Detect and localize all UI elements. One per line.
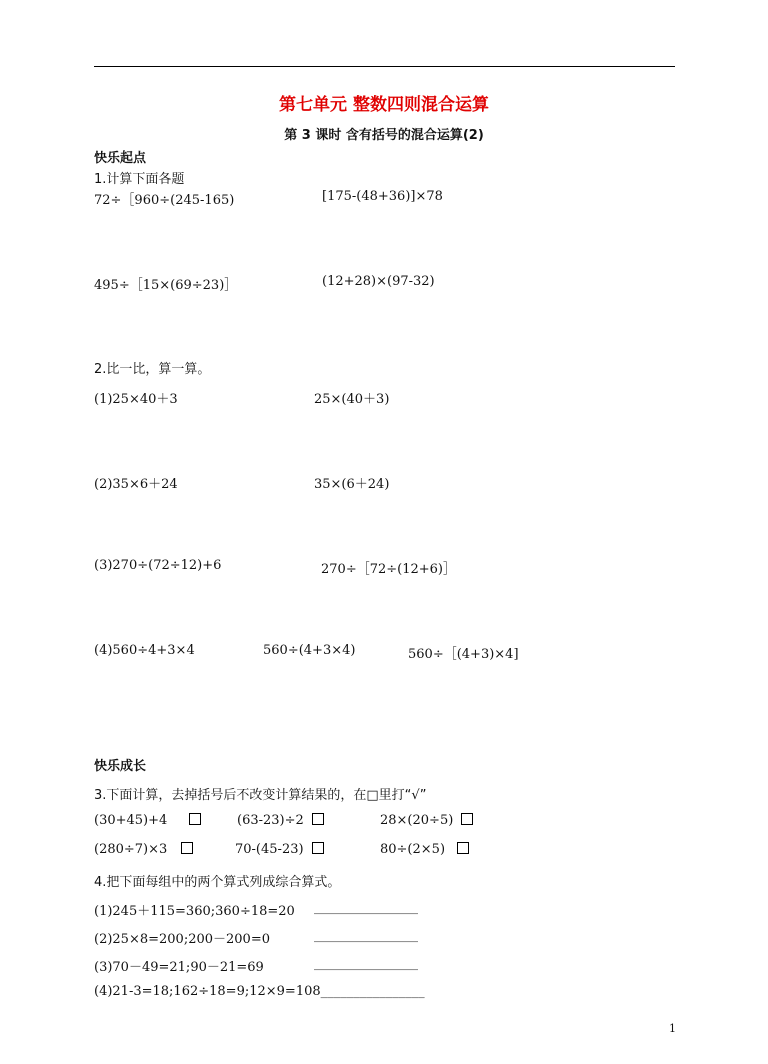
section-heading-growth: 快乐成长	[94, 759, 147, 774]
q3-item: (280÷7)×3	[94, 842, 193, 857]
answer-checkbox[interactable]	[461, 813, 473, 825]
header-rule	[94, 66, 675, 67]
lesson-subtitle: 第 3 课时 含有括号的混合运算(2)	[284, 128, 484, 143]
q2-expression: 25×(40＋3)	[314, 392, 390, 407]
q2-expression: (1)25×40＋3	[94, 392, 178, 407]
answer-blank[interactable]: ________________	[320, 984, 425, 999]
q2-expression: 560÷(4+3×4)	[263, 643, 356, 658]
page-number: 1	[669, 1022, 676, 1035]
q2-expression: (2)35×6＋24	[94, 477, 178, 492]
answer-checkbox[interactable]	[189, 813, 201, 825]
answer-blank[interactable]: ________________	[314, 900, 418, 915]
q2-expression: 35×(6＋24)	[314, 477, 390, 492]
section-heading-start: 快乐起点	[94, 151, 147, 166]
q2-expression: (4)560÷4+3×4	[94, 643, 195, 658]
q1-expression: 495÷［15×(69÷23)］	[94, 278, 238, 293]
question-1-label: 1.计算下面各题	[94, 172, 185, 187]
question-4-label: 4.把下面每组中的两个算式列成综合算式。	[94, 875, 341, 890]
q2-expression: 560÷［(4+3)×4]	[408, 647, 519, 662]
q4-item: (3)70－49=21;90－21=69	[94, 960, 264, 975]
answer-checkbox[interactable]	[312, 813, 324, 825]
q3-item: 70-(45-23)	[235, 842, 324, 857]
q4-item: (4)21-3=18;162÷18=9;12×9=108________________	[94, 984, 425, 999]
q3-item: 28×(20÷5)	[380, 813, 473, 828]
answer-blank[interactable]: ________________	[314, 928, 418, 943]
unit-title: 第七单元 整数四则混合运算	[279, 95, 489, 115]
q2-expression: (3)270÷(72÷12)+6	[94, 558, 222, 573]
q3-item: (30+45)+4	[94, 813, 201, 828]
q2-expression: 270÷［72÷(12+6)］	[321, 562, 456, 577]
q3-item: (63-23)÷2	[237, 813, 324, 828]
question-3-label: 3.下面计算，去掉括号后不改变计算结果的，在□里打“√”	[94, 788, 427, 803]
q4-item: (1)245＋115=360;360÷18=20	[94, 904, 295, 919]
q1-expression: [175-(48+36)]×78	[322, 189, 443, 204]
q1-expression: (12+28)×(97-32)	[322, 274, 435, 289]
answer-checkbox[interactable]	[181, 842, 193, 854]
answer-checkbox[interactable]	[457, 842, 469, 854]
answer-blank[interactable]: ________________	[314, 956, 418, 971]
answer-checkbox[interactable]	[312, 842, 324, 854]
q3-item: 80÷(2×5)	[380, 842, 469, 857]
q4-item: (2)25×8=200;200－200=0	[94, 932, 270, 947]
q1-expression: 72÷［960÷(245-165)	[94, 193, 235, 208]
question-2-label: 2.比一比，算一算。	[94, 362, 211, 377]
